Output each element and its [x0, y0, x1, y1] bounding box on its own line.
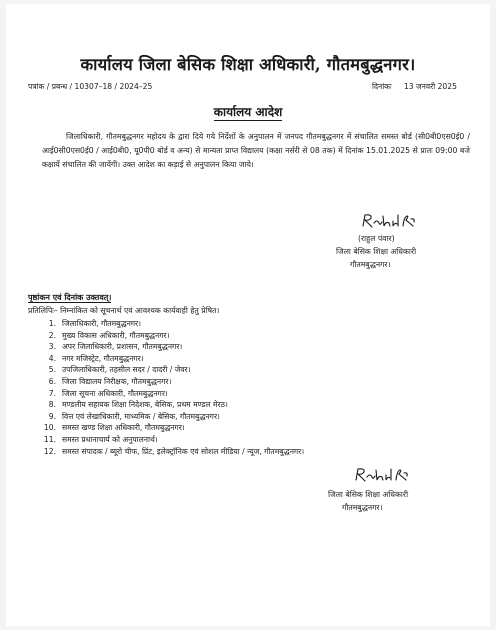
recipient-text: अपर जिलाधिकारी, प्रशासन, गौतमबुद्धनगर। — [62, 342, 183, 352]
copy-intro: प्रतिलिपिः– निम्नांकित को सूचनार्थ एवं आवश्यक कार्यवाही हेतु प्रेषित। — [28, 306, 220, 315]
recipient-item — [40, 446, 304, 458]
recipient-text: नगर मजिस्ट्रेट, गौतमबुद्धनगर। — [62, 353, 144, 363]
recipient-item — [40, 399, 304, 411]
recipient-text: जिलाधिकारी, गौतमबुद्धनगर। — [62, 319, 142, 328]
date-label: दिनांकः — [372, 82, 392, 91]
signatory-2-place: गौतमबुद्धनगर। — [342, 503, 383, 512]
recipient-list — [40, 318, 304, 457]
recipient-item — [40, 376, 304, 388]
date-value: 13 जनवरी 2025 — [403, 82, 457, 91]
recipient-item — [40, 364, 304, 376]
signatory-name: (राहुल पंवार) — [358, 234, 395, 243]
recipient-text: मण्डलीय सहायक शिक्षा निदेशक, बेसिक, प्रथम मण्डल मेरठ। — [62, 400, 228, 410]
signatory-place: गौतमबुद्धनगर। — [350, 260, 391, 269]
recipient-number: 6. — [48, 376, 56, 386]
order-heading: कार्यालय आदेश — [213, 105, 283, 119]
signatory-2-designation: जिला बेसिक शिक्षा अधिकारी — [328, 490, 409, 499]
document-page — [6, 4, 490, 626]
recipient-number: 4. — [48, 353, 56, 363]
recipient-number: 10. — [43, 423, 56, 433]
recipient-item — [40, 318, 304, 330]
reference-number: पत्रांक / प्रबन्ध / 10307–18 / 2024–25 — [28, 82, 153, 91]
date-line — [372, 82, 457, 92]
signatory-designation: जिला बेसिक शिक्षा अधिकारी — [336, 247, 417, 256]
recipient-item — [40, 353, 304, 365]
recipient-number: 5. — [48, 365, 56, 375]
recipient-text: समस्त संपादक / ब्यूरो चीफ, प्रिंट, इलेक्ट्रॉनिक एवं सोशल मीडिया / न्यूज, गौतमबुद्धनगर। — [62, 446, 305, 456]
recipient-number: 8. — [48, 400, 56, 410]
signature-2-image — [352, 466, 412, 484]
recipient-item — [40, 422, 304, 434]
recipient-text: जिला सूचना अधिकारी, गौतमबुद्धनगर। — [62, 388, 168, 398]
recipient-item — [40, 330, 304, 342]
recipient-number: 7. — [48, 388, 56, 398]
office-title: कार्यालय जिला बेसिक शिक्षा अधिकारी, गौतमबुद्धनगर। — [80, 55, 416, 74]
endorsement-heading: पृष्ठांकन एवं दिनांक उक्तवत्। — [28, 293, 112, 302]
recipient-text: जिला विद्यालय निरीक्षक, गौतमबुद्धनगर। — [62, 376, 172, 386]
recipient-number: 9. — [48, 411, 56, 421]
recipient-number: 11. — [43, 434, 56, 444]
signature-1-image — [360, 212, 418, 230]
recipient-text: उपजिलाधिकारी, तहसील सदर / दादरी / जेवर। — [62, 365, 191, 375]
recipient-item — [40, 434, 304, 446]
recipient-text: मुख्य विकास अधिकारी, गौतमबुद्धनगर। — [62, 330, 170, 340]
recipient-item — [40, 388, 304, 400]
order-body: जिलाधिकारी, गौतमबुद्धनगर महोदय के द्वारा दिये गये निर्देशों के अनुपालन में जनपद गौतमबुद्धनगर में संचालित समस्त बोर्ड (सी0बी0एस0ई0 / आई0सी0एस0ई0 / आई0बी0, यू0पी0 बोर्ड व अन्य) से मान्यता प्राप्त विद्यालय (कक्षा नर्सरी से 08 तक) में दिनांक 15.01.2025 से प्रातः 09:00 बजे कक्षायें संचालित की जायेंगी। उक्त आदेश का कड़ाई से अनुपालन किया जाये। — [42, 132, 470, 169]
recipient-number: 2. — [48, 330, 56, 340]
recipient-item — [40, 341, 304, 353]
recipient-text: समस्त प्रधानाचार्य को अनुपालनार्थ। — [62, 434, 158, 444]
recipient-number: 3. — [48, 342, 56, 352]
recipient-number: 1. — [48, 319, 56, 328]
recipient-text: वित्त एवं लेखाधिकारी, माध्यमिक / बेसिक, गौतमबुद्धनगर। — [62, 411, 220, 421]
recipient-item — [40, 411, 304, 423]
recipient-number: 12. — [43, 446, 56, 456]
recipient-text: समस्त खण्ड शिक्षा अधिकारी, गौतमबुद्धनगर। — [62, 423, 185, 433]
